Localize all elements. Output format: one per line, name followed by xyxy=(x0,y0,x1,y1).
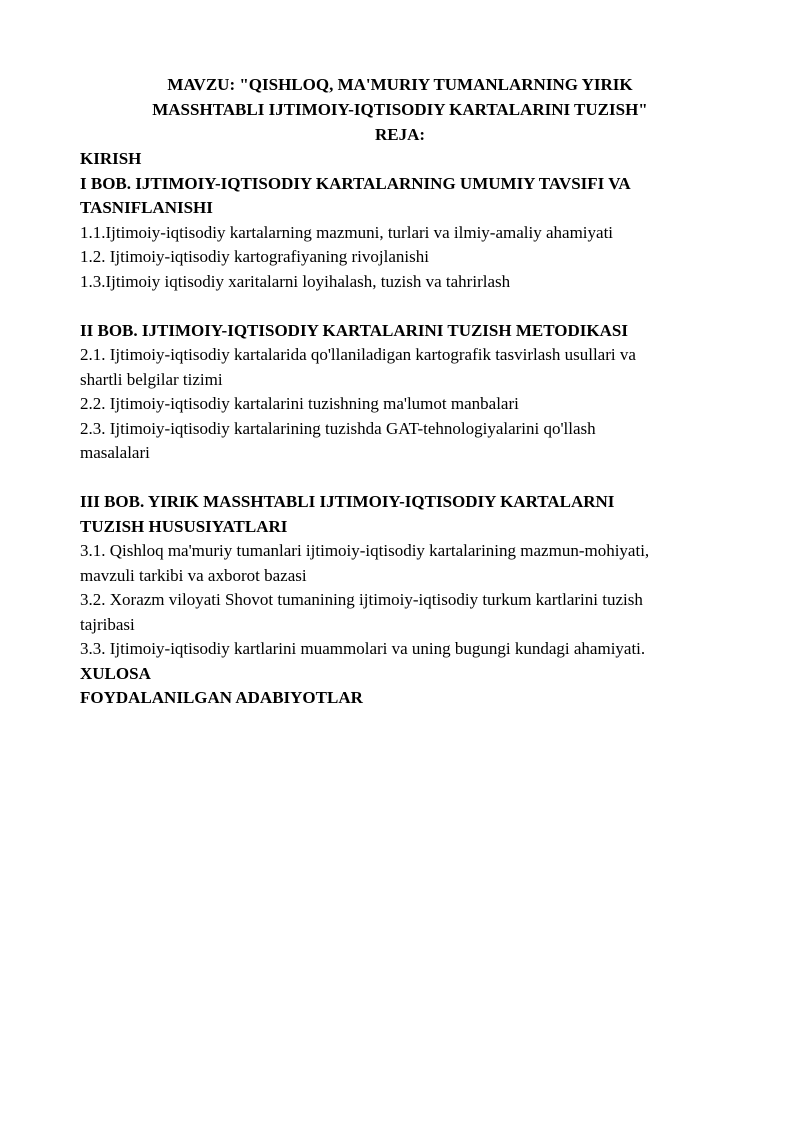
document-title xyxy=(80,72,720,147)
chapter-1-item-2: 1.2. Ijtimoiy-iqtisodiy kartografiyaning rivojlanishi xyxy=(80,247,429,266)
section-spacer xyxy=(80,466,720,491)
chapter-3-item-1-line-1: 3.1. Qishloq ma'muriy tumanlari ijtimoiy-iqtisodiy kartalarining mazmun-mohiyati, xyxy=(80,541,650,560)
title-line-2: MASSHTABLI IJTIMOIY-IQTISODIY KARTALARINI TUZISH" xyxy=(152,100,648,119)
chapter-2-heading: II BOB. IJTIMOIY-IQTISODIY KARTALARINI TUZISH METODIKASI xyxy=(80,320,628,340)
section-spacer xyxy=(80,294,720,319)
chapter-3-item-3: 3.3. Ijtimoiy-iqtisodiy kartlarini muammolari va uning bugungi kundagi ahamiyati. xyxy=(80,639,646,658)
conclusion-heading: XULOSA xyxy=(80,663,151,683)
chapter-2-item-1-line-2: shartli belgilar tizimi xyxy=(80,369,223,389)
intro-heading: KIRISH xyxy=(80,149,142,168)
chapter-2-item-3-line-2: masalalari xyxy=(80,443,150,462)
chapter-2-item-3-line-1: 2.3. Ijtimoiy-iqtisodiy kartalarining tuzishda GAT-tehnologiyalarini qo'llash xyxy=(80,418,596,438)
chapter-3-item-2-line-1: 3.2. Xorazm viloyati Shovot tumanining ijtimoiy-iqtisodiy turkum kartlarini tuzish xyxy=(80,590,643,609)
document-page xyxy=(80,72,720,711)
chapter-3-item-1-line-2: mavzuli tarkibi va axborot bazasi xyxy=(80,565,307,585)
chapter-3-heading-line-1: III BOB. YIRIK MASSHTABLI IJTIMOIY-IQTISODIY KARTALARNI xyxy=(80,492,615,511)
chapter-2-item-1-line-1: 2.1. Ijtimoiy-iqtisodiy kartalarida qo'llaniladigan kartografik tasvirlash usullari va xyxy=(80,345,636,364)
chapter-3-heading-line-2: TUZISH HUSUSIYATLARI xyxy=(80,516,288,536)
chapter-1-item-1: 1.1.Ijtimoiy-iqtisodiy kartalarning mazmuni, turlari va ilmiy-amaliy ahamiyati xyxy=(80,222,614,242)
title-line-1: MAVZU: "QISHLOQ, MA'MURIY TUMANLARNING YIRIK xyxy=(167,75,633,94)
chapter-2-item-2: 2.2. Ijtimoiy-iqtisodiy kartalarini tuzishning ma'lumot manbalari xyxy=(80,394,519,413)
chapter-1-item-3: 1.3.Ijtimoiy iqtisodiy xaritalarni loyihalash, tuzish va tahrirlash xyxy=(80,271,511,291)
plan-heading: REJA: xyxy=(374,125,426,144)
chapter-3-item-2-line-2: tajribasi xyxy=(80,614,135,634)
references-heading: FOYDALANILGAN ADABIYOTLAR xyxy=(80,688,363,707)
chapter-1-heading-line-2: TASNIFLANISHI xyxy=(80,198,213,217)
chapter-1-heading-line-1: I BOB. IJTIMOIY-IQTISODIY KARTALARNING UMUMIY TAVSIFI VA xyxy=(80,173,631,193)
